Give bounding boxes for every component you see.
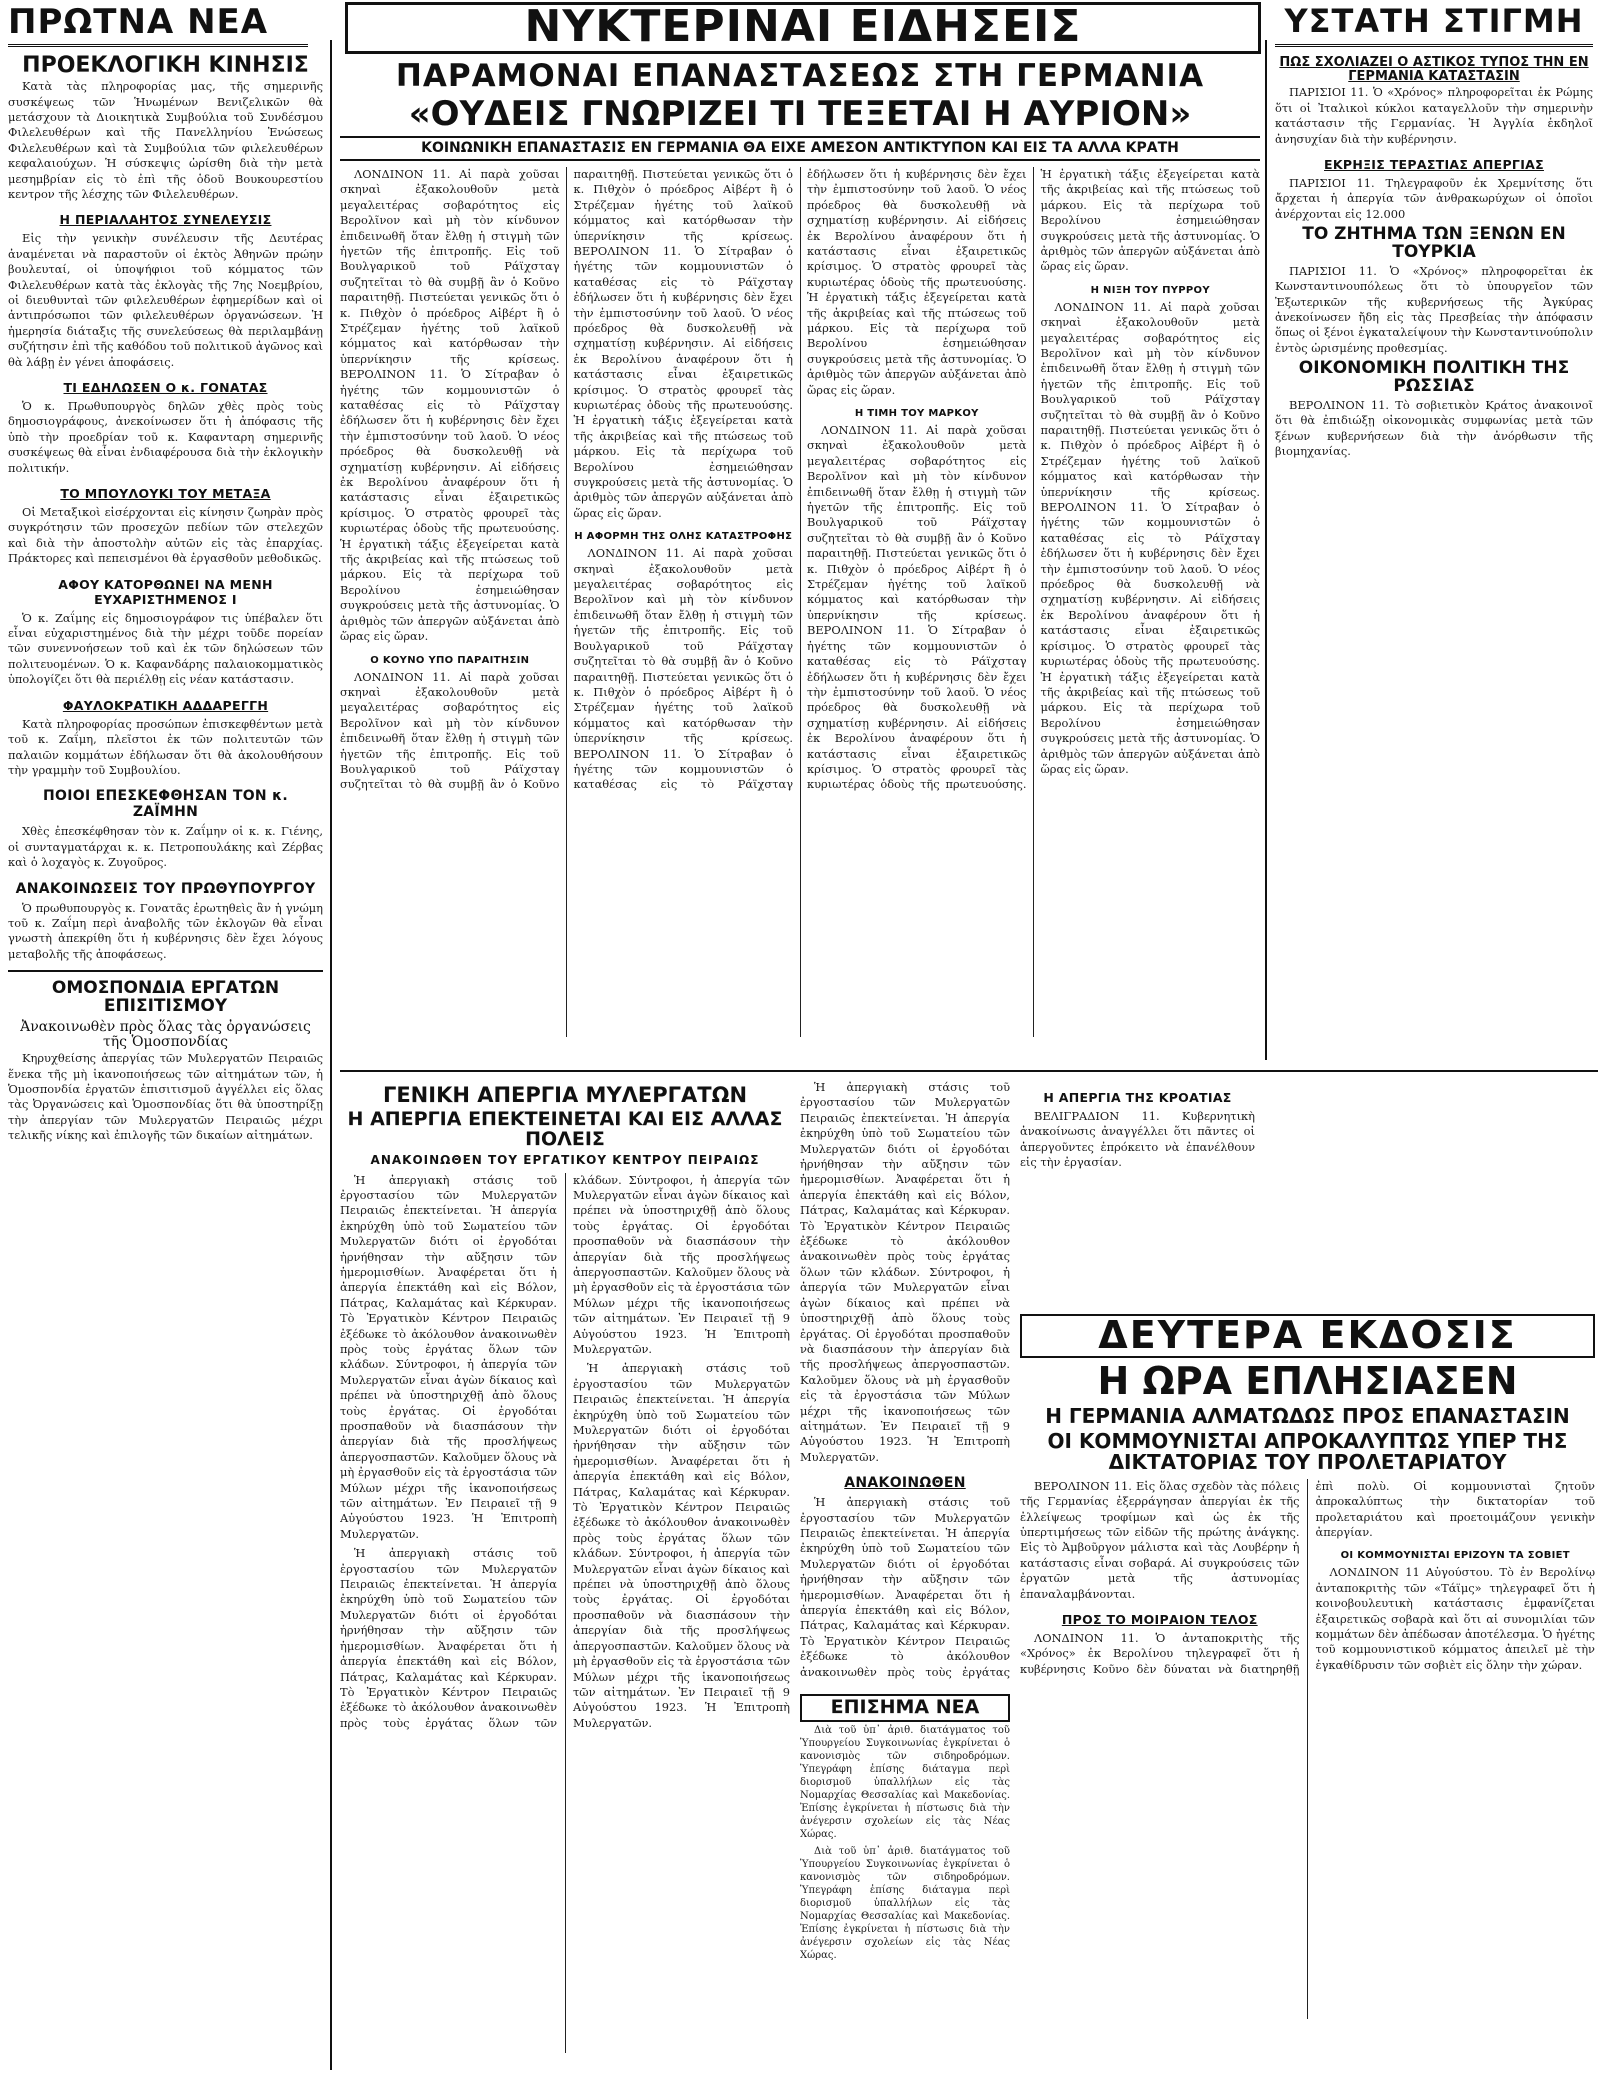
right-paragraph-2: ΠΑΡΙΣΙΟΙ 11. Τηλεγραφοῦν ἐκ Χρεμνίτσης ὅτι ἄρχεται ἡ ἀπεργία τῶν ἀνθρακωρύχων οἱ ὁποῖοι ἀνέρχονται εἰς 12.000 (1275, 175, 1593, 221)
right-paragraph-3: ΠΑΡΙΣΙΟΙ 11. Ὁ «Χρόνος» πληροφορεῖται ἐκ Κωνσταντινουπόλεως ὅτι τὸ ὑπουργεῖον τῶν Ἐξωτερικῶν τῆς κυβερνήσεως τῆς Ἀγκύρας ἀνεκοίνωσεν ἤδη εἰς τὰς Πρεσβείας τὴν ἀπόφασιν ὅπως οἱ ξένοι ἐγκαταλείψουν τὴν Κωνσταντινούπολιν ἐντὸς ὡρισμένης προθεσμίας. (1275, 263, 1593, 355)
left-paragraph-6: Κατὰ πληροφορίας προσώπων ἐπισκεφθέντων μετὰ τοῦ κ. Ζαΐμη, πλεῖστοι ἐκ τῶν πολιτευτῶν τῶν παλαιῶν κομμάτων ἐδήλωσαν ὅτι θὰ ἀκολουθήσουν τὴν γραμμὴν τοῦ Συμβουλίου. (8, 716, 323, 777)
column-rule (1265, 40, 1267, 1060)
left-headline-9b: Ἀνακοινωθὲν πρὸς ὅλας τὰς ὀργανώσεις τῆς Ὁμοσπονδίας (20, 1018, 311, 1050)
left-headline-2: Η ΠΕΡΙΑΛΑΗΤΟΣ ΣΥΝΕΛΕΥΣΙΣ (59, 212, 272, 228)
announcement-text: Ἡ ἀπεργιακὴ στάσις τοῦ ἐργοστασίου τῶν Μυλεργατῶν Πειραιῶς ἐπεκτείνεται. Ἡ ἀπεργία ἐκηρύχθη ὑπὸ τοῦ Σωματείου τῶν Μυλεργατῶν διότι οἱ ἐργοδόται ἠρνήθησαν τὴν αὔξησιν τῶν ἡμερομισθίων. Ἀναφέρεται ὅτι ἡ ἀπεργία ἐπεκτάθη καὶ εἰς Βόλον, Πάτρας, Καλαμάτας καὶ Κέρκυραν. Τὸ Ἐργατικὸν Κέντρον Πειραιῶς ἐξέδωκε τὸ ἀκόλουθον ἀνακοινωθὲν πρὸς τοὺς ἐργάτας ὅλων τῶν κλάδων. Σύντροφοι, ἡ ἀπεργία τῶν Μυλεργατῶν εἶναι ἀγὼν δίκαιος καὶ πρέπει νὰ ὑποστηριχθῇ ἀπὸ ὅλους τοὺς ἐργάτας. Οἱ ἐργοδόται προσπαθοῦν νὰ διασπάσουν τὴν ἀπεργίαν διὰ τῆς προσλήψεως ἀπεργοσπαστῶν. Καλοῦμεν ὅλους νὰ μὴ ἐργασθοῦν εἰς τὰ ἐργοστάσια τῶν Μύλων μέχρι τῆς ἱκανοποιήσεως τῶν αἰτημάτων. Ἐν Πειραιεῖ τῇ 9 Αὐγούστου 1923. Ἡ Ἐπιτροπὴ Μυλεργατῶν. (800, 1080, 1010, 1464)
left-headline-5: ΑΦΟΥ ΚΑΤΟΡΘΩΝΕΙ ΝΑ ΜΕΝΗ ΕΥΧΑΡΙΣΤΗΜΕΝΟΣ Ι (58, 576, 273, 607)
strike-deck: ΑΝΑΚΟΙΝΩΘΕΝ ΤΟΥ ΕΡΓΑΤΙΚΟΥ ΚΕΝΤΡΟΥ ΠΕΙΡΑΙΩΣ (370, 1152, 760, 1167)
official-news-headline: ΕΠΙΣΗΜΑ ΝΕΑ (800, 1694, 1010, 1722)
second-edition-subheadline: Η ΓΕΡΜΑΝΙΑ ΑΛΜΑΤΩΔΩΣ ΠΡΟΣ ΕΠΑΝΑΣΤΑΣΙΝ (1045, 1403, 1570, 1428)
official-news-text: Διὰ τοῦ ὑπ᾽ ἀριθ. διατάγματος τοῦ Ὑπουργείου Συγκοινωνίας ἐγκρίνεται ὁ κανονισμὸς τῶν σιδηροδρόμων. Ὑπεγράφη ἐπίσης διάταγμα περὶ διορισμοῦ ὑπαλλήλων εἰς τὰς Νομαρχίας Θεσσαλίας καὶ Μακεδονίας. Ἐπίσης ἐγκρίνεται ἡ πίστωσις διὰ τὴν ἀνέγερσιν σχολείων εἰς τὰς Νέας Χώρας. (800, 1724, 1010, 1840)
second-edition-sub-1: ΠΡΟΣ ΤΟ ΜΟΙΡΑΙΟΝ ΤΕΛΟΣ (1061, 1612, 1258, 1628)
main-story-text: ΛΟΝΔΙΝΟΝ 11. Αἱ παρὰ χοῦσαι σκηναὶ ἐξακολουθοῦν μετὰ μεγαλειτέρας σοβαρότητος εἰς Βερολῖνον καὶ μὴ τὸν κίνδυνον ἐπιδεινωθῆ ὅταν ἔλθῃ ἡ στιγμὴ τῶν ἡγετῶν τῆς ἐπιτροπῆς. Εἰς τοῦ Βουλγαρικοῦ τοῦ Ράϊχσταγ συζητεῖται τὸ θὰ συμβῇ ἂν ὁ Κοῦνο παραιτηθῇ. Πιστεύεται γενικῶς ὅτι ὁ κ. Πιθχὸν ὁ πρόεδρος Αἰβέρτ ἢ ὁ Στρέζεμαν ἡγέτης τοῦ λαϊκοῦ κόμματος καὶ κατόρθωσαν τὴν ὑπερνίκησιν τῆς κρίσεως. ΒΕΡΟΛΙΝΟΝ 11. Ὁ Σίτραβαν ὁ ἡγέτης τῶν κομμουνιστῶν ὁ καταθέσας εἰς τὸ Ράϊχσταγ ἐδήλωσεν ὅτι ἡ κυβέρνησις δὲν ἔχει τὴν ἐμπιστοσύνην τοῦ λαοῦ. Ὁ νέος πρόεδρος θὰ δυσκολευθῇ νὰ σχηματίσῃ κυβέρνησιν. Αἱ εἰδήσεις ἐκ Βερολίνου ἀναφέρουν ὅτι ἡ κατάστασις εἶναι ἐξαιρετικῶς κρίσιμος. Ὁ στρατὸς φρουρεῖ τὰς κυριωτέρας ὁδοὺς τῆς πρωτευούσης. Ἡ ἐργατικὴ τάξις ἐξεγείρεται κατὰ τῆς ἀκριβείας καὶ τῆς πτώσεως τοῦ μάρκου. Εἰς τὰ περίχωρα τοῦ Βερολίνου ἐσημειώθησαν συγκρούσεις μετὰ τῆς ἀστυνομίας. Ὁ ἀριθμὸς τῶν ἀπεργῶν αὐξάνεται ἀπὸ ὥρας εἰς ὥραν. (1040, 299, 1260, 776)
main-story-body (340, 167, 1260, 1037)
left-headline-8: ΑΝΑΚΟΙΝΩΣΕΙΣ ΤΟΥ ΠΡΩΘΥΠΟΥΡΓΟΥ (15, 880, 316, 897)
left-column (8, 50, 323, 2070)
strike-story (340, 1080, 790, 2070)
left-headline-1: ΠΡΟΕΚΛΟΓΙΚΗ ΚΙΝΗΣΙΣ (22, 53, 309, 78)
left-paragraph-9: Κηρυχθείσης ἀπεργίας τῶν Μυλεργατῶν Πειραιῶς ἕνεκα τῆς μὴ ἱκανοποιήσεως τῶν αἰτημάτων τῶν, ἡ Ὁμοσπονδία ἐργατῶν ἐπισιτισμοῦ ἀγγέλλει εἰς ὅλας τὰς Ὀργανώσεις καὶ Ὁμοσπονδίας ὅτι θὰ ὑποστηρίξῃ τὴν ἀπεργίαν τῶν Μυλεργατῶν Πειραιῶς μέχρι τελικῆς νίκης καὶ ἐπιλογῆς τῶν δικαίων αἰτημάτων. (8, 1051, 323, 1143)
left-paragraph-4: Οἱ Μεταξικοὶ εἰσέρχονται εἰς κίνησιν ζωηρὰν πρὸς συγκρότησιν τῶν προσεχῶν πεδίων τῶν στελεχῶν καὶ διὰ τὴν ἀποστολὴν αὐτῶν εἰς τὰς ἐπαρχίας. Πράκτορες καὶ πεπεισμένοι θὰ ἐργασθοῦν μεθοδικῶς. (8, 505, 323, 566)
official-news-text: Διὰ τοῦ ὑπ᾽ ἀριθ. διατάγματος τοῦ Ὑπουργείου Συγκοινωνίας ἐγκρίνεται ὁ κανονισμὸς τῶν σιδηροδρόμων. Ὑπεγράφη ἐπίσης διάταγμα περὶ διορισμοῦ ὑπαλλήλων εἰς τὰς Νομαρχίας Θεσσαλίας καὶ Μακεδονίας. Ἐπίσης ἐγκρίνεται ἡ πίστωσις διὰ τὴν ἀνέγερσιν σχολείων εἰς τὰς Νέας Χώρας. (800, 1845, 1010, 1961)
main-story-text: ΛΟΝΔΙΝΟΝ 11. Αἱ παρὰ χοῦσαι σκηναὶ ἐξακολουθοῦν μετὰ μεγαλειτέρας σοβαρότητος εἰς Βερολῖνον καὶ μὴ τὸν κίνδυνον ἐπιδεινωθῆ ὅταν ἔλθῃ ἡ στιγμὴ τῶν ἡγετῶν τῆς ἐπιτροπῆς. Εἰς τοῦ Βουλγαρικοῦ τοῦ Ράϊχσταγ συζητεῖται τὸ θὰ συμβῇ ἂν ὁ Κοῦνο παραιτηθῇ. Πιστεύεται γενικῶς ὅτι ὁ κ. Πιθχὸν ὁ πρόεδρος Αἰβέρτ ἢ ὁ Στρέζεμαν ἡγέτης τοῦ λαϊκοῦ κόμματος καὶ κατόρθωσαν τὴν ὑπερνίκησιν τῆς κρίσεως. ΒΕΡΟΛΙΝΟΝ 11. Ὁ Σίτραβαν ὁ ἡγέτης τῶν κομμουνιστῶν ὁ καταθέσας εἰς τὸ Ράϊχσταγ ἐδήλωσεν ὅτι ἡ κυβέρνησις δὲν ἔχει τὴν ἐμπιστοσύνην τοῦ λαοῦ. Ὁ νέος πρόεδρος θὰ δυσκολευθῇ νὰ σχηματίσῃ κυβέρνησιν. Αἱ εἰδήσεις ἐκ Βερολίνου ἀναφέρουν ὅτι ἡ κατάστασις εἶναι ἐξαιρετικῶς κρίσιμος. Ὁ στρατὸς φρουρεῖ τὰς κυριωτέρας ὁδοὺς τῆς πρωτευούσης. Ἡ ἐργατικὴ τάξις ἐξεγείρεται κατὰ τῆς ἀκριβείας καὶ τῆς πτώσεως τοῦ μάρκου. Εἰς τὰ περίχωρα τοῦ Βερολίνου ἐσημειώθησαν συγκρούσεις μετὰ τῆς ἀστυνομίας. Ὁ ἀριθμὸς τῶν ἀπεργῶν αὐξάνεται ἀπὸ ὥρας εἰς ὥραν. (807, 166, 1260, 792)
main-story-sub-3: Η ΤΙΜΗ ΤΟΥ ΜΑΡΚΟΥ (854, 408, 979, 420)
left-headline-9: ΟΜΟΣΠΟΝΔΙΑ ΕΡΓΑΤΩΝ ΕΠΙΣΙΤΙΣΜΟΥ (51, 978, 280, 1016)
right-paragraph-4: ΒΕΡΟΛΙΝΟΝ 11. Τὸ σοβιετικὸν Κράτος ἀνακοινοῖ ὅτι θὰ ἐπιδιώξῃ οἰκονομικὰς συμφωνίας μετὰ τῶν ξένων κυβερνήσεων διὰ τὴν ἀνόρθωσιν τῆς βιομηχανίας. (1275, 397, 1593, 459)
left-paragraph-5: Ὁ κ. Ζαΐμης εἰς δημοσιογράφον τις ὑπέβαλεν ὅτι εἶναι εὐχαριστημένος διὰ τὴν μέχρι τοῦδε πορείαν τῶν συνεννοήσεων τοῦ καὶ ἐκ τῶν δηλώσεων τῶν πολιτευομένων. Ὁ κ. Καφανδάρης παλαιοκομματικὸς ὑπολογίζει ὅτι θὰ περιέλθῃ εἰς νέαν κατάστασιν. (8, 610, 323, 687)
right-paragraph-1: ΠΑΡΙΣΙΟΙ 11. Ὁ «Χρόνος» πληροφορεῖται ἐκ Ρώμης ὅτι οἱ Ἰταλικοὶ κύκλοι καταγελλοῦν τὴν σημερινὴν κατάστασιν τῆς Γερμανίας. Ἡ Ἀγγλία ἐκδηλοῖ ἀνησυχίαν διὰ τὴν κυβέρνησιν. (1275, 85, 1593, 146)
right-headline-3: ΤΟ ΖΗΤΗΜΑ ΤΩΝ ΞΕΝΩΝ ΕΝ ΤΟΥΡΚΙΑ (1302, 224, 1566, 262)
second-edition-text: ΛΟΝΔΙΝΟΝ 11. Ὁ ἀνταποκριτὴς τῆς «Χρόνος» ἐκ Βερολίνου τηλεγραφεῖ ὅτι ἡ κυβέρνησις Κοῦνο δὲν δύναται νὰ διατηρηθῇ ἐπὶ πολὺ. Οἱ κομμουνισταὶ ζητοῦν ἀπροκαλύπτως τὴν δικτατορίαν τοῦ προλεταριάτου καὶ προετοιμάζουν γενικὴν ἀπεργίαν. (1020, 1478, 1595, 1676)
strike-text: Ἡ ἀπεργιακὴ στάσις τοῦ ἐργοστασίου τῶν Μυλεργατῶν Πειραιῶς ἐπεκτείνεται. Ἡ ἀπεργία ἐκηρύχθη ὑπὸ τοῦ Σωματείου τῶν Μυλεργατῶν διότι οἱ ἐργοδόται ἠρνήθησαν τὴν αὔξησιν τῶν ἡμερομισθίων. Ἀναφέρεται ὅτι ἡ ἀπεργία ἐπεκτάθη καὶ εἰς Βόλον, Πάτρας, Καλαμάτας καὶ Κέρκυραν. Τὸ Ἐργατικὸν Κέντρον Πειραιῶς ἐξέδωκε τὸ ἀκόλουθον ἀνακοινωθὲν πρὸς τοὺς ἐργάτας ὅλων τῶν κλάδων. Σύντροφοι, ἡ ἀπεργία τῶν Μυλεργατῶν εἶναι ἀγὼν δίκαιος καὶ πρέπει νὰ ὑποστηριχθῇ ἀπὸ ὅλους τοὺς ἐργάτας. Οἱ ἐργοδόται προσπαθοῦν νὰ διασπάσουν τὴν ἀπεργίαν διὰ τῆς προσλήψεως ἀπεργοσπαστῶν. Καλοῦμεν ὅλους νὰ μὴ ἐργασθοῦν εἰς τὰ ἐργοστάσια τῶν Μύλων μέχρι τῆς ἱκανοποιήσεως τῶν αἰτημάτων. Ἐν Πειραιεῖ τῇ 9 Αὐγούστου 1923. Ἡ Ἐπιτροπὴ Μυλεργατῶν. (340, 1172, 557, 1541)
left-paragraph-3: Ὁ κ. Πρωθυπουργὸς δηλῶν χθὲς πρὸς τοὺς δημοσιογράφους, ἀνεκοίνωσεν ὅτι ἡ ἀπόφασις τῆς ὑπὸ τὴν προεδρίαν τοῦ κ. Καφανταρη σημερινῆς συσκέψεως θὰ εἶναι ἐνδιαφέρουσα διὰ τὴν ἐκλογικὴν πολιτικήν. (8, 399, 323, 475)
left-masthead: ΠΡΩΤΝΑ ΝΕΑ (8, 2, 308, 47)
side-headline-4: Η ΑΠΕΡΓΙΑ ΤΗΣ ΚΡΟΑΤΙΑΣ (1043, 1090, 1232, 1105)
left-paragraph-1: Κατὰ τὰς πληροφορίας μας, τῆς σημερινῆς συσκέψεως τῶν Ἡνωμένων Βενιζελικῶν θὰ μετάσχουν τὰ Διοικητικὰ Συμβούλια τοῦ Συνδέσμου Φιλελευθέρων καὶ τῆς Πανελληνίου Ἑνώσεως Φιλελευθέρων καὶ τὰ Συμβούλια τῶν φιλελευθέρων κεφαλαιούχων. Ἡ σύσκεψις ὡρίσθη διὰ τὴν μετὰ μεσημβρίαν εἰς τὸ ἐπὶ τῆς ὁδοῦ Βουκουρεστίου κεντρον τῆς λέσχης τῶν Φιλελευθέρων. (8, 79, 323, 201)
strike-text: Ἡ ἀπεργιακὴ στάσις τοῦ ἐργοστασίου τῶν Μυλεργατῶν Πειραιῶς ἐπεκτείνεται. Ἡ ἀπεργία ἐκηρύχθη ὑπὸ τοῦ Σωματείου τῶν Μυλεργατῶν διότι οἱ ἐργοδόται ἠρνήθησαν τὴν αὔξησιν τῶν ἡμερομισθίων. Ἀναφέρεται ὅτι ἡ ἀπεργία ἐπεκτάθη καὶ εἰς Βόλον, Πάτρας, Καλαμάτας καὶ Κέρκυραν. Τὸ Ἐργατικὸν Κέντρον Πειραιῶς ἐξέδωκε τὸ ἀκόλουθον ἀνακοινωθὲν πρὸς τοὺς ἐργάτας ὅλων τῶν κλάδων. Σύντροφοι, ἡ ἀπεργία τῶν Μυλεργατῶν εἶναι ἀγὼν δίκαιος καὶ πρέπει νὰ ὑποστηριχθῇ ἀπὸ ὅλους τοὺς ἐργάτας. Οἱ ἐργοδόται προσπαθοῦν νὰ διασπάσουν τὴν ἀπεργίαν διὰ τῆς προσλήψεως ἀπεργοσπαστῶν. Καλοῦμεν ὅλους νὰ μὴ ἐργασθοῦν εἰς τὰ ἐργοστάσια τῶν Μύλων μέχρι τῆς ἱκανοποιήσεως τῶν αἰτημάτων. Ἐν Πειραιεῖ τῇ 9 Αὐγούστου 1923. Ἡ Ἐπιτροπὴ Μυλεργατῶν. (573, 1361, 790, 1730)
main-subheadline: ΚΟΙΝΩΝΙΚΗ ΕΠΑΝΑΣΤΑΣΙΣ ΕΝ ΓΕΡΜΑΝΙΑ ΘΑ ΕΙΧΕ ΑΜΕΣΟΝ ΑΝΤΙΚΤΥΠΟΝ ΚΑΙ ΕΙΣ ΤΑ ΑΛΛΑ ΚΡΑΤΗ (340, 136, 1260, 161)
right-headline-2: ΕΚΡΗΞΙΣ ΤΕΡΑΣΤΙΑΣ ΑΠΕΡΓΙΑΣ (1324, 156, 1544, 172)
second-edition-text: ΛΟΝΔΙΝΟΝ 11 Αὐγούστου. Τὸ ἐν Βερολίνῳ ἀνταποκριτὴς τῶν «Τάϊμς» τηλεγραφεῖ ὅτι ἡ κοινοβουλευτικὴ κατάστασις ἐμφανίζεται ἐξαιρετικῶς σοβαρὰ καὶ ὅτι αἱ συνομιλίαι τῶν κομμάτων δὲν ἀπέδωσαν ἀποτέλεσμα. Ὁ ἡγέτης τοῦ κομμουνιστικοῦ κόμματος ἀπειλεῖ μὲ τὴν ἐγκαθίδρυσιν τῶν σοβιὲτ εἰς ὅλην τὴν χώραν. (1315, 1565, 1595, 1672)
second-edition-deck: ΟΙ ΚΟΜΜΟΥΝΙΣΤΑΙ ΑΠΡΟΚΑΛΥΠΤΩΣ ΥΠΕΡ ΤΗΣ ΔΙΚΤΑΤΟΡΙΑΣ ΤΟΥ ΠΡΟΛΕΤΑΡΙΑΤΟΥ (1047, 1428, 1568, 1474)
right-column (1275, 52, 1593, 1062)
column-rule (330, 40, 332, 2070)
second-edition-body (1020, 1479, 1595, 2019)
divider (8, 970, 323, 972)
main-headline: ΠΑΡΑΜΟΝΑΙ ΕΠΑΝΑΣΤΑΣΕΩΣ ΣΤΗ ΓΕΡΜΑΝΙΑ (395, 58, 1205, 94)
main-story-sub-4: Η ΝΙΞΗ ΤΟΥ ΠΥΡΡΟΥ (1090, 284, 1210, 296)
right-headline-1: ΠΩΣ ΣΧΟΛΙΑΖΕΙ Ο ΑΣΤΙΚΟΣ ΤΥΠΟΣ ΤΗΝ ΕΝ ΓΕΡΜΑΝΙΑ ΚΑΤΑΣΤΑΣΙΝ (1279, 55, 1589, 84)
announcement-column (800, 1080, 1010, 1680)
second-edition-sub-2: ΟΙ ΚΟΜΜΟΥΝΙΣΤΑΙ ΕΡΙΖΟΥΝ ΤΑ ΣΟΒΙΕΤ (1340, 1550, 1570, 1562)
left-paragraph-2: Εἰς τὴν γενικὴν συνέλευσιν τῆς Δευτέρας ἀναμένεται νὰ παραστοῦν οἱ ἐκτὸς Ἀθηνῶν πρώην βουλευταί, οἱ ὑποψήφιοι τοῦ κόμματος τῶν Φιλελευθέρων κατὰ τὰς ἐκλογὰς τῆς 7ης Νοεμβρίου, οἱ διευθυνταὶ τῶν φιλελευθέρων ἐφημερίδων καὶ οἱ ἀντιπρόσωποι τῶν φιλελευθέρων ὀργανώσεων. Ἡ ἡμερησία διάταξις τῆς συνελεύσεως θὰ περιλαμβάνῃ συζήτησιν ἐπὶ τῆς καθόδου τοῦ πολιτικοῦ ἀγῶνος καὶ θὰ λάβῃ ἐν γένει ἀποφάσεις. (8, 231, 323, 369)
announcement-headline: ΑΝΑΚΟΙΝΩΘΕΝ (844, 1475, 966, 1492)
second-edition (1020, 1310, 1595, 2070)
left-paragraph-8: Ὁ πρωθυπουργὸς κ. Γονατᾶς ἐρωτηθεὶς ἂν ἡ γνώμη τοῦ κ. Ζαΐμη περὶ ἀναβολῆς τῶν ἐκλογῶν θὰ εἶναι γνωστὴ ἀπεκρίθη ὅτι ἡ κυβέρνησις δὲν ἔχει λόγους μεταβολῆς τῆς ἀποφάσεως. (8, 900, 323, 961)
main-story-text: ΛΟΝΔΙΝΟΝ 11. Αἱ παρὰ χοῦσαι σκηναὶ ἐξακολουθοῦν μετὰ μεγαλειτέρας σοβαρότητος εἰς Βερολῖνον καὶ μὴ τὸν κίνδυνον ἐπιδεινωθῆ ὅταν ἔλθῃ ἡ στιγμὴ τῶν ἡγετῶν τῆς ἐπιτροπῆς. Εἰς τοῦ Βουλγαρικοῦ τοῦ Ράϊχσταγ συζητεῖται τὸ θὰ συμβῇ ἂν ὁ Κοῦνο παραιτηθῇ. Πιστεύεται γενικῶς ὅτι ὁ κ. Πιθχὸν ὁ πρόεδρος Αἰβέρτ ἢ ὁ Στρέζεμαν ἡγέτης τοῦ λαϊκοῦ κόμματος καὶ κατόρθωσαν τὴν ὑπερνίκησιν τῆς κρίσεως. ΒΕΡΟΛΙΝΟΝ 11. Ὁ Σίτραβαν ὁ ἡγέτης τῶν κομμουνιστῶν ὁ καταθέσας εἰς τὸ Ράϊχσταγ ἐδήλωσεν ὅτι ἡ κυβέρνησις δὲν ἔχει τὴν ἐμπιστοσύνην τοῦ λαοῦ. Ὁ νέος πρόεδρος θὰ δυσκολευθῇ νὰ σχηματίσῃ κυβέρνησιν. Αἱ εἰδήσεις ἐκ Βερολίνου ἀναφέρουν ὅτι ἡ κατάστασις εἶναι ἐξαιρετικῶς κρίσιμος. Ὁ στρατὸς φρουρεῖ τὰς κυριωτέρας ὁδοὺς τῆς πρωτευούσης. Ἡ ἐργατικὴ τάξις ἐξεγείρεται κατὰ τῆς ἀκριβείας καὶ τῆς πτώσεως τοῦ μάρκου. Εἰς τὰ περίχωρα τοῦ Βερολίνου ἐσημειώθησαν συγκρούσεις μετὰ τῆς ἀστυνομίας. Ὁ ἀριθμὸς τῶν ἀπεργῶν αὐξάνεται ἀπὸ ὥρας εἰς ὥραν. (573, 166, 1027, 792)
center-masthead: ΝΥΚΤΕΡΙΝΑΙ ΕΙΔΗΣΕΙΣ (345, 2, 1261, 54)
left-paragraph-7: Χθὲς ἐπεσκέφθησαν τὸν κ. Ζαΐμην οἱ κ. κ. Γιένης, οἱ συνταγματάρχαι κ. κ. Πετροπουλάκης καὶ Ζέρβας καὶ ὁ λοχαγὸς κ. Ζυγοῦρος. (8, 824, 323, 870)
side-news (1020, 1080, 1255, 1310)
main-quote-headline: «ΟΥΔΕΙΣ ΓΝΩΡΙΖΕΙ ΤΙ ΤΕΞΕΤΑΙ Η ΑΥΡΙΟΝ» (408, 93, 1192, 134)
side-paragraph-4: ΒΕΛΙΓΡΑΔΙΟΝ 11. Κυβερνητικὴ ἀνακοίνωσις ἀναγγέλλει ὅτι πᾶντες οἱ ἀπεργοῦντες ἐπρόκειτο νὰ ἐπανέλθουν εἰς τὴν ἐργασίαν. (1020, 1109, 1255, 1170)
strike-body (340, 1173, 790, 2053)
left-headline-3: ΤΙ ΕΔΗΛΩΣΕΝ Ο κ. ΓΟΝΑΤΑΣ (63, 380, 268, 395)
main-story-sub-1: Ο ΚΟΥΝΟ ΥΠΟ ΠΑΡΑΙΤΗΣΙΝ (370, 654, 530, 666)
second-edition-headline: Η ΩΡΑ ΕΠΛΗΣΙΑΣΕΝ (1097, 1358, 1518, 1403)
announcement-text: Ἡ ἀπεργιακὴ στάσις τοῦ ἐργοστασίου τῶν Μυλεργατῶν Πειραιῶς ἐπεκτείνεται. Ἡ ἀπεργία ἐκηρύχθη ὑπὸ τοῦ Σωματείου τῶν Μυλεργατῶν διότι οἱ ἐργοδόται ἠρνήθησαν τὴν αὔξησιν τῶν ἡμερομισθίων. Ἀναφέρεται ὅτι ἡ ἀπεργία ἐπεκτάθη καὶ εἰς Βόλον, Πάτρας, Καλαμάτας καὶ Κέρκυραν. Τὸ Ἐργατικὸν Κέντρον Πειραιῶς ἐξέδωκε τὸ ἀκόλουθον ἀνακοινωθὲν πρὸς τοὺς ἐργάτας (800, 1495, 1010, 1679)
right-headline-4: ΟΙΚΟΝΟΜΙΚΗ ΠΟΛΙΤΙΚΗ ΤΗΣ ΡΩΣΣΙΑΣ (1298, 358, 1570, 397)
strike-text: Ἡ ἀπεργιακὴ στάσις τοῦ ἐργοστασίου τῶν Μυλεργατῶν Πειραιῶς ἐπεκτείνεται. Ἡ ἀπεργία ἐκηρύχθη ὑπὸ τοῦ Σωματείου τῶν Μυλεργατῶν διότι οἱ ἐργοδόται ἠρνήθησαν τὴν αὔξησιν τῶν ἡμερομισθίων. Ἀναφέρεται ὅτι ἡ ἀπεργία ἐπεκτάθη καὶ εἰς Βόλον, Πάτρας, Καλαμάτας καὶ Κέρκυραν. Τὸ Ἐργατικὸν Κέντρον Πειραιῶς ἐξέδωκε τὸ ἀκόλουθον ἀνακοινωθὲν πρὸς τοὺς ἐργάτας ὅλων τῶν κλάδων. Σύντροφοι, ἡ ἀπεργία τῶν Μυλεργατῶν εἶναι ἀγὼν δίκαιος καὶ πρέπει νὰ ὑποστηριχθῇ ἀπὸ ὅλους τοὺς ἐργάτας. Οἱ ἐργοδόται προσπαθοῦν νὰ διασπάσουν τὴν ἀπεργίαν διὰ τῆς προσλήψεως ἀπεργοσπαστῶν. Καλοῦμεν ὅλους νὰ μὴ ἐργασθοῦν εἰς τὰ ἐργοστάσια τῶν Μύλων μέχρι τῆς ἱκανοποιήσεως τῶν αἰτημάτων. Ἐν Πειραιεῖ τῇ 9 Αὐγούστου 1923. Ἡ Ἐπιτροπὴ Μυλεργατῶν. (340, 1172, 790, 1730)
left-headline-7: ΠΟΙΟΙ ΕΠΕΣΚΕΦΘΗΣΑΝ ΤΟΝ κ. ΖΑΪΜΗΝ (43, 788, 288, 821)
strike-subheadline: Η ΑΠΕΡΓΙΑ ΕΠΕΚΤΕΙΝΕΤΑΙ ΚΑΙ ΕΙΣ ΑΛΛΑΣ ΠΟΛΕΙΣ (347, 1108, 783, 1150)
main-story-text: ΛΟΝΔΙΝΟΝ 11. Αἱ παρὰ χοῦσαι σκηναὶ ἐξακολουθοῦν μετὰ μεγαλειτέρας σοβαρότητος εἰς Βερολῖνον καὶ μὴ τὸν κίνδυνον ἐπιδεινωθῆ ὅταν ἔλθῃ ἡ στιγμὴ τῶν ἡγετῶν τῆς ἐπιτροπῆς. Εἰς τοῦ Βουλγαρικοῦ τοῦ Ράϊχσταγ συζητεῖται τὸ θὰ συμβῇ ἂν ὁ Κοῦνο παραιτηθῇ. Πιστεύεται γενικῶς ὅτι ὁ κ. Πιθχὸν ὁ πρόεδρος Αἰβέρτ ἢ ὁ Στρέζεμαν ἡγέτης τοῦ λαϊκοῦ κόμματος καὶ κατόρθωσαν τὴν ὑπερνίκησιν τῆς κρίσεως. ΒΕΡΟΛΙΝΟΝ 11. Ὁ Σίτραβαν ὁ ἡγέτης τῶν κομμουνιστῶν ὁ καταθέσας εἰς τὸ Ράϊχσταγ ἐδήλωσεν ὅτι ἡ κυβέρνησις δὲν ἔχει τὴν ἐμπιστοσύνην τοῦ λαοῦ. Ὁ νέος πρόεδρος θὰ δυσκολευθῇ νὰ σχηματίσῃ κυβέρνησιν. Αἱ εἰδήσεις ἐκ Βερολίνου ἀναφέρουν ὅτι ἡ κατάστασις εἶναι ἐξαιρετικῶς κρίσιμος. Ὁ στρατὸς φρουρεῖ τὰς κυριωτέρας ὁδοὺς τῆς πρωτευούσης. Ἡ ἐργατικὴ τάξις ἐξεγείρεται κατὰ τῆς ἀκριβείας καὶ τῆς πτώσεως τοῦ μάρκου. Εἰς τὰ περίχωρα τοῦ Βερολίνου ἐσημειώθησαν συγκρούσεις μετὰ τῆς ἀστυνομίας. Ὁ ἀριθμὸς τῶν ἀπεργῶν αὐξάνεται ἀπὸ ὥρας εἰς ὥραν. (340, 166, 560, 644)
official-news (800, 1690, 1010, 2068)
main-story-text: ΛΟΝΔΙΝΟΝ 11. Αἱ παρὰ χοῦσαι σκηναὶ ἐξακολουθοῦν μετὰ μεγαλειτέρας σοβαρότητος εἰς Βερολῖνον καὶ μὴ τὸν κίνδυνον ἐπιδεινωθῆ ὅταν ἔλθῃ ἡ στιγμὴ τῶν ἡγετῶν τῆς ἐπιτροπῆς. Εἰς τοῦ Βουλγαρικοῦ τοῦ Ράϊχσταγ συζητεῖται τὸ θὰ συμβῇ ἂν ὁ Κοῦνο παραιτηθῇ. Πιστεύεται γενικῶς ὅτι ὁ κ. Πιθχὸν ὁ πρόεδρος Αἰβέρτ ἢ ὁ Στρέζεμαν ἡγέτης τοῦ λαϊκοῦ κόμματος καὶ κατόρθωσαν τὴν ὑπερνίκησιν τῆς κρίσεως. ΒΕΡΟΛΙΝΟΝ 11. Ὁ Σίτραβαν ὁ ἡγέτης τῶν κομμουνιστῶν ὁ καταθέσας εἰς τὸ Ράϊχσταγ ἐδήλωσεν ὅτι ἡ κυβέρνησις δὲν ἔχει τὴν ἐμπιστοσύνην τοῦ λαοῦ. Ὁ νέος πρόεδρος θὰ δυσκολευθῇ νὰ σχηματίσῃ κυβέρνησιν. Αἱ εἰδήσεις ἐκ Βερολίνου ἀναφέρουν ὅτι ἡ κατάστασις εἶναι ἐξαιρετικῶς κρίσιμος. Ὁ στρατὸς φρουρεῖ τὰς κυριωτέρας ὁδοὺς τῆς πρωτευούσης. Ἡ ἐργατικὴ τάξις ἐξεγείρεται κατὰ τῆς ἀκριβείας καὶ τῆς πτώσεως τοῦ μάρκου. Εἰς τὰ περίχωρα τοῦ Βερολίνου ἐσημειώθησαν συγκρούσεις μετὰ τῆς ἀστυνομίας. Ὁ ἀριθμὸς τῶν ἀπεργῶν αὐξάνεται ἀπὸ ὥρας εἰς ὥραν. (340, 166, 793, 792)
main-story-sub-2: Η ΑΦΟΡΜΗ ΤΗΣ ΟΛΗΣ ΚΑΤΑΣΤΡΟΦΗΣ (574, 531, 793, 543)
left-headline-4: ΤΟ ΜΠΟΥΛΟΥΚΙ ΤΟΥ ΜΕΤΑΞΑ (60, 486, 271, 502)
right-masthead: ΥΣΤΑΤΗ ΣΤΙΓΜΗ (1275, 2, 1593, 47)
center-column (340, 56, 1260, 1066)
strike-headline: ΓΕΝΙΚΗ ΑΠΕΡΓΙΑ ΜΥΛΕΡΓΑΤΩΝ (382, 1083, 748, 1107)
divider (340, 1070, 1598, 1072)
second-edition-banner: ΔΕΥΤΕΡΑ ΕΚΔΟΣΙΣ (1020, 1314, 1595, 1358)
second-edition-text: ΒΕΡΟΛΙΝΟΝ 11. Εἰς ὅλας σχεδὸν τὰς πόλεις τῆς Γερμανίας ἐξερράγησαν ἀπεργίαι ἐκ τῆς ἐλλείψεως τροφίμων καὶ ὡς ἐκ τῆς ὑπερτιμήσεως τῶν εἰδῶν τῆς πρώτης ἀνάγκης. Εἰς τὸ Ἀμβοῦργον μάλιστα καὶ τὰς Λουβέρην ἡ κατάστασις εἶναι σοβαρά. Αἱ συγκρούσεις τῶν ἐργατῶν μετὰ τῆς ἀστυνομίας ἐπαναλαμβάνονται. (1020, 1478, 1300, 1601)
left-headline-6: ΦΑΥΛΟΚΡΑΤΙΚΗ ΑΔΔΑΡΕΓΓΗ (62, 697, 269, 713)
